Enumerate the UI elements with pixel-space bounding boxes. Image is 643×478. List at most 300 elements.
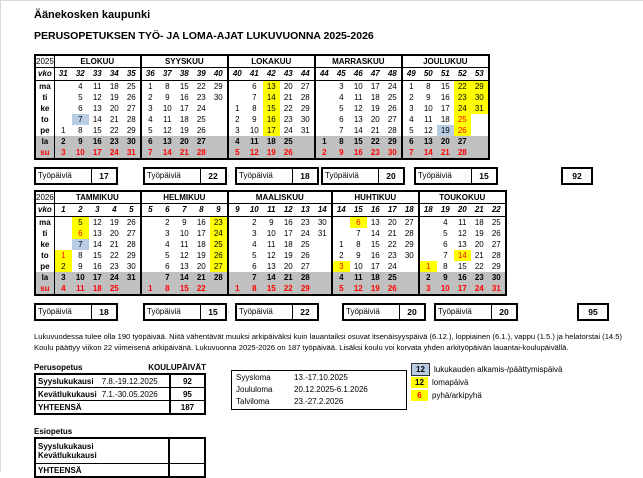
day-cell: 2 — [165, 217, 170, 227]
day-cell — [141, 217, 159, 229]
day-cell — [315, 92, 333, 103]
table-row — [35, 438, 205, 464]
day-cell: 28 — [300, 92, 310, 102]
total-label: YHTEENSÄ — [35, 464, 169, 478]
term-dates: 7.8.-19.12.2025 — [100, 374, 170, 388]
notes-text — [34, 331, 643, 353]
day-cell: 12 — [457, 228, 467, 238]
day-cell: 16 — [196, 217, 206, 227]
note-line-1: Lukuvuodessa tulee olla 190 työpäivää. Niitä vähentävät muuksi arkipäiväksi kuin lauantaiksi osuvat itsenäisyyspäivä (6.12.), loppiainen (6.1.), vappu (1.5.) ja helatorstai (14.5) — [34, 332, 623, 341]
day-cell: 11 — [246, 136, 263, 147]
day-cell: 5 — [141, 125, 159, 136]
day-cell: 20 — [474, 239, 484, 249]
day-row-label: to — [35, 250, 54, 261]
day-cell: 15 — [370, 239, 380, 249]
day-cell: 22 — [387, 239, 397, 249]
perusopetus-label: Perusopetus — [34, 363, 83, 372]
week-number: 17 — [384, 204, 401, 217]
day-cell: 8 — [443, 261, 448, 271]
workdays-box — [414, 167, 498, 185]
week-number: 9 — [228, 204, 246, 217]
day-cell: 19 — [437, 125, 454, 136]
day-cell — [141, 261, 159, 272]
day-cell — [332, 217, 350, 229]
day-cell — [419, 239, 437, 250]
day-cell: 18 — [263, 136, 280, 147]
day-cell: 8 — [165, 81, 170, 91]
day-cell: 7 — [402, 147, 420, 159]
day-cell: 22 — [474, 261, 484, 271]
day-cell: 25 — [387, 92, 397, 102]
week-number: 4 — [106, 204, 123, 217]
day-cell — [401, 261, 419, 272]
term-dates: 7.1.-30.05.2026 — [100, 388, 170, 401]
week-number: 12 — [280, 204, 297, 217]
day-cell: 13 — [92, 103, 102, 113]
day-cell: 30 — [404, 250, 414, 260]
day-cell: 17 — [370, 81, 380, 91]
holiday-row — [236, 384, 402, 396]
day-cell — [314, 272, 332, 283]
day-cell: 3 — [228, 125, 246, 136]
day-cell: 3 — [419, 283, 437, 295]
calendar-table-2026 — [34, 190, 507, 296]
day-cell: 12 — [162, 125, 172, 135]
day-cell: 6 — [339, 114, 344, 124]
day-cell: 21 — [109, 114, 119, 124]
day-cell — [471, 125, 489, 136]
day-cell: 28 — [210, 272, 228, 283]
week-number: 2 — [72, 204, 89, 217]
day-cell: 24 — [454, 103, 471, 114]
day-cell: 30 — [317, 217, 327, 227]
workdays-value: 18 — [99, 307, 109, 317]
workdays-box — [143, 303, 227, 321]
week-number: 5 — [123, 204, 141, 217]
day-cell: 9 — [72, 136, 89, 147]
total-label: YHTEENSÄ — [38, 402, 82, 412]
day-cell — [54, 114, 72, 125]
week-number: 46 — [350, 68, 367, 81]
day-cell: 14 — [420, 147, 437, 159]
month-header: HELMIKUU — [141, 191, 228, 204]
day-cell: 5 — [339, 103, 344, 113]
week-number: 31 — [54, 68, 72, 81]
day-cell: 4 — [332, 272, 350, 283]
day-cell — [228, 250, 246, 261]
week-number: 15 — [350, 204, 367, 217]
day-cell — [228, 228, 246, 239]
week-number: 47 — [367, 68, 384, 81]
day-cell: 6 — [402, 136, 420, 147]
legend-swatch-yellow: 12 — [411, 377, 428, 388]
day-cell: 26 — [300, 250, 310, 260]
perusopetus-table — [34, 373, 206, 415]
day-cell: 5 — [443, 228, 448, 238]
day-cell: 14 — [176, 272, 193, 283]
day-cell — [210, 103, 228, 114]
day-cell: 24 — [283, 125, 293, 135]
week-number: 13 — [297, 204, 314, 217]
day-cell: 8 — [246, 283, 263, 295]
day-cell: 25 — [491, 217, 501, 227]
day-cell: 15 — [92, 125, 102, 135]
day-cell: 1 — [228, 283, 246, 295]
day-cell: 6 — [72, 228, 89, 239]
day-cell — [228, 92, 246, 103]
day-cell: 23 — [300, 217, 310, 227]
day-cell: 25 — [106, 283, 123, 295]
day-cell: 25 — [196, 114, 206, 124]
week-number: 16 — [367, 204, 384, 217]
week-number: 40 — [210, 68, 228, 81]
day-cell: 23 — [367, 147, 384, 159]
week-number: 52 — [454, 68, 471, 81]
day-cell: 20 — [283, 261, 293, 271]
day-cell: 14 — [92, 239, 102, 249]
day-cell: 10 — [423, 103, 433, 113]
week-number: 5 — [141, 204, 159, 217]
day-cell: 28 — [193, 147, 210, 159]
day-row-label: to — [35, 114, 54, 125]
day-cell: 20 — [176, 136, 193, 147]
day-row-label: ke — [35, 103, 54, 114]
day-cell — [210, 147, 228, 159]
day-cell: 4 — [228, 136, 246, 147]
week-number: 9 — [210, 204, 228, 217]
day-cell: 21 — [474, 250, 484, 260]
day-cell — [471, 136, 489, 147]
total-days: 187 — [170, 401, 205, 415]
week-number: 49 — [402, 68, 420, 81]
day-cell: 16 — [92, 261, 102, 271]
table-row — [35, 374, 205, 388]
page-subtitle: PERUSOPETUKSEN TYÖ- JA LOMA-AJAT LUKUVUONNA 2025-2026 — [34, 30, 374, 42]
day-cell: 7 — [246, 272, 263, 283]
day-cell: 1 — [419, 261, 437, 272]
workdays-box — [434, 303, 518, 321]
day-cell: 4 — [78, 81, 83, 91]
day-cell: 23 — [283, 114, 293, 124]
day-cell — [228, 239, 246, 250]
day-cell: 18 — [179, 114, 189, 124]
day-cell: 23 — [106, 136, 123, 147]
day-cell — [314, 283, 332, 295]
day-cell: 3 — [54, 147, 72, 159]
legend — [411, 363, 563, 402]
day-cell: 8 — [333, 136, 350, 147]
day-cell: 8 — [356, 239, 361, 249]
week-number: 3 — [89, 204, 106, 217]
week-number: 21 — [471, 204, 488, 217]
day-cell — [315, 103, 333, 114]
day-cell: 12 — [246, 147, 263, 159]
day-cell: 16 — [370, 250, 380, 260]
day-cell: 14 — [263, 92, 280, 103]
day-cell: 8 — [159, 283, 176, 295]
day-cell: 25 — [126, 81, 136, 91]
day-cell: 8 — [426, 81, 431, 91]
day-cell: 28 — [387, 125, 397, 135]
day-cell: 12 — [266, 250, 276, 260]
day-cell: 26 — [454, 125, 471, 136]
week-row-label: vko — [35, 204, 54, 217]
day-cell — [228, 217, 246, 229]
day-cell: 17 — [89, 147, 106, 159]
day-cell: 17 — [283, 228, 293, 238]
day-cell: 31 — [300, 125, 310, 135]
day-cell: 16 — [454, 272, 471, 283]
day-cell: 13 — [92, 228, 102, 238]
week-number: 37 — [159, 68, 176, 81]
day-cell: 26 — [384, 283, 401, 295]
day-cell: 10 — [266, 228, 276, 238]
day-cell: 1 — [332, 239, 350, 250]
term-name: Syyslukukausi — [38, 442, 94, 451]
workdays-value: 18 — [300, 171, 310, 181]
day-cell: 2 — [419, 272, 437, 283]
day-cell — [314, 250, 332, 261]
day-cell: 9 — [356, 250, 361, 260]
day-cell: 22 — [454, 81, 471, 93]
day-cell: 27 — [300, 261, 310, 271]
day-cell: 16 — [179, 92, 189, 102]
day-cell: 20 — [196, 261, 206, 271]
day-cell: 31 — [488, 283, 506, 295]
day-cell: 13 — [370, 217, 380, 227]
day-cell — [315, 81, 333, 93]
month-header: ELOKUU — [54, 55, 141, 68]
day-cell: 25 — [280, 136, 297, 147]
day-cell — [471, 114, 489, 125]
day-cell: 19 — [196, 250, 206, 260]
day-cell: 18 — [109, 81, 119, 91]
day-cell: 16 — [283, 217, 293, 227]
day-cell: 29 — [404, 239, 414, 249]
day-cell: 2 — [402, 92, 420, 103]
day-cell: 20 — [370, 114, 380, 124]
month-header: LOKAKUU — [228, 55, 315, 68]
day-cell: 11 — [267, 239, 276, 249]
day-cell: 5 — [165, 250, 170, 260]
holiday-row — [236, 372, 402, 384]
day-cell — [141, 272, 159, 283]
note-line-2: Koulu päättyy viikon 22 viimeisenä arkipäivänä. Lukuvuonna 2025-2026 on 187 työpäivää. Lisäksi koulu voi korvata yhden arkityöpäivän lauantai-koulupäivällä. — [34, 343, 569, 352]
legend-label: lomapäivä — [432, 378, 469, 387]
day-cell: 5 — [78, 92, 83, 102]
day-cell: 17 — [370, 261, 380, 271]
day-row-label: la — [35, 136, 54, 147]
day-cell: 28 — [404, 228, 414, 238]
day-cell — [297, 136, 315, 147]
calendar-2026 — [34, 190, 643, 296]
day-cell: 5 — [402, 125, 420, 136]
day-cell: 29 — [213, 81, 223, 91]
day-cell — [210, 136, 228, 147]
legend-item — [411, 376, 563, 389]
day-cell — [401, 272, 419, 283]
day-cell: 10 — [353, 261, 363, 271]
day-cell: 14 — [353, 125, 363, 135]
week-number: 36 — [141, 68, 159, 81]
week-number: 14 — [332, 204, 350, 217]
day-cell: 13 — [179, 261, 189, 271]
day-cell — [315, 125, 333, 136]
term-name: Kevätlukukausi — [35, 388, 100, 401]
day-cell — [54, 92, 72, 103]
week-number: 32 — [72, 68, 89, 81]
day-cell: 10 — [72, 272, 89, 283]
day-cell: 18 — [283, 239, 293, 249]
holiday-name: Syysloma — [236, 373, 271, 382]
week-number: 44 — [297, 68, 315, 81]
day-cell: 7 — [252, 92, 257, 102]
day-cell: 1 — [228, 103, 246, 114]
day-cell: 3 — [165, 228, 170, 238]
day-cell: 30 — [384, 147, 402, 159]
koulupaivat-header: KOULUPÄIVÄT — [148, 363, 206, 372]
day-cell: 9 — [182, 217, 187, 227]
day-cell: 30 — [471, 92, 489, 103]
month-header: MARRASKUU — [315, 55, 402, 68]
day-cell: 27 — [210, 261, 228, 272]
workdays-box — [235, 167, 319, 185]
week-number: 43 — [280, 68, 297, 81]
day-cell: 6 — [252, 261, 257, 271]
day-cell: 25 — [454, 114, 471, 125]
day-cell — [54, 239, 72, 250]
year-label: 2026 — [36, 192, 54, 202]
day-cell: 18 — [440, 114, 450, 124]
day-cell: 22 — [283, 103, 293, 113]
week-number: 10 — [246, 204, 263, 217]
day-cell: 26 — [126, 92, 136, 102]
week-number: 40 — [228, 68, 246, 81]
day-cell: 9 — [269, 217, 274, 227]
legend-swatch-blue: 12 — [411, 363, 430, 376]
day-cell: 22 — [280, 283, 297, 295]
week-number: 18 — [419, 204, 437, 217]
day-cell: 8 — [252, 103, 257, 113]
day-cell: 11 — [354, 92, 363, 102]
day-cell: 12 — [353, 103, 363, 113]
day-cell: 11 — [458, 217, 467, 227]
holiday-row — [236, 396, 402, 408]
day-cell: 21 — [437, 147, 454, 159]
day-cell: 16 — [89, 136, 106, 147]
workdays-label: Työpäiviä — [145, 305, 201, 319]
day-cell: 22 — [196, 81, 206, 91]
day-row-label: ma — [35, 217, 54, 229]
workdays-value: 20 — [386, 171, 396, 181]
day-cell — [419, 217, 437, 229]
day-cell: 26 — [280, 147, 297, 159]
day-cell: 25 — [210, 239, 228, 250]
week-number: 22 — [488, 204, 506, 217]
week-number: 51 — [437, 68, 454, 81]
month-header: JOULUKUU — [402, 55, 489, 68]
week-number: 20 — [454, 204, 471, 217]
perusopetus-block — [34, 363, 206, 415]
day-cell: 27 — [300, 81, 310, 91]
week-number: 35 — [123, 68, 141, 81]
day-cell: 7 — [339, 125, 344, 135]
day-cell: 13 — [263, 81, 280, 93]
day-cell: 27 — [193, 136, 210, 147]
week-row-label: vko — [35, 68, 54, 81]
workdays-row-2026 — [34, 303, 643, 325]
day-cell: 20 — [109, 103, 119, 113]
day-cell: 6 — [443, 239, 448, 249]
workdays-value: 22 — [208, 171, 218, 181]
day-cell: 16 — [263, 114, 280, 125]
day-cell: 18 — [474, 217, 484, 227]
day-cell: 15 — [176, 283, 193, 295]
day-cell: 2 — [54, 136, 72, 147]
day-cell: 23 — [387, 250, 397, 260]
day-cell: 26 — [387, 103, 397, 113]
day-cell: 11 — [424, 114, 433, 124]
day-cell: 1 — [402, 81, 420, 93]
day-cell: 13 — [457, 239, 467, 249]
day-cell: 12 — [92, 92, 102, 102]
day-cell: 20 — [283, 81, 293, 91]
week-number: 33 — [89, 68, 106, 81]
day-cell: 10 — [437, 283, 454, 295]
day-cell — [401, 283, 419, 295]
day-cell: 9 — [78, 261, 83, 271]
day-cell: 9 — [252, 114, 257, 124]
day-cell: 30 — [213, 92, 223, 102]
workdays-value: 20 — [499, 307, 509, 317]
day-cell — [210, 283, 228, 295]
day-cell: 9 — [165, 92, 170, 102]
workdays-label: Työpäiviä — [36, 169, 92, 183]
holiday-dates: 23.-27.2.2026 — [294, 397, 344, 406]
day-cell: 22 — [367, 136, 384, 147]
day-cell: 13 — [353, 114, 363, 124]
workdays-value: 22 — [300, 307, 310, 317]
day-cell: 17 — [179, 103, 189, 113]
day-cell — [54, 103, 72, 114]
table-row-total — [35, 464, 205, 478]
week-number: 11 — [263, 204, 280, 217]
day-cell: 9 — [437, 272, 454, 283]
term-name: Syyslukukausi — [35, 374, 100, 388]
day-cell: 19 — [370, 103, 380, 113]
day-cell: 20 — [387, 217, 397, 227]
day-row-label: pe — [35, 261, 54, 272]
term-name: Kevätlukukausi — [38, 451, 97, 460]
esiopetus-terms — [35, 438, 169, 464]
day-cell: 3 — [402, 103, 420, 114]
legend-label: pyhä/arkipyhä — [432, 391, 482, 400]
day-cell: 3 — [332, 261, 350, 272]
day-cell: 22 — [193, 283, 210, 295]
day-cell: 26 — [196, 125, 206, 135]
day-cell — [419, 228, 437, 239]
day-cell: 24 — [210, 228, 228, 239]
day-cell: 1 — [141, 81, 159, 93]
day-cell: 8 — [78, 250, 83, 260]
week-number: 6 — [159, 204, 176, 217]
day-cell: 2 — [315, 147, 333, 159]
day-cell: 11 — [72, 283, 89, 295]
day-cell — [141, 228, 159, 239]
day-cell: 24 — [300, 228, 310, 238]
week-number: 53 — [471, 68, 489, 81]
month-header: HUHTIKUU — [332, 191, 419, 204]
